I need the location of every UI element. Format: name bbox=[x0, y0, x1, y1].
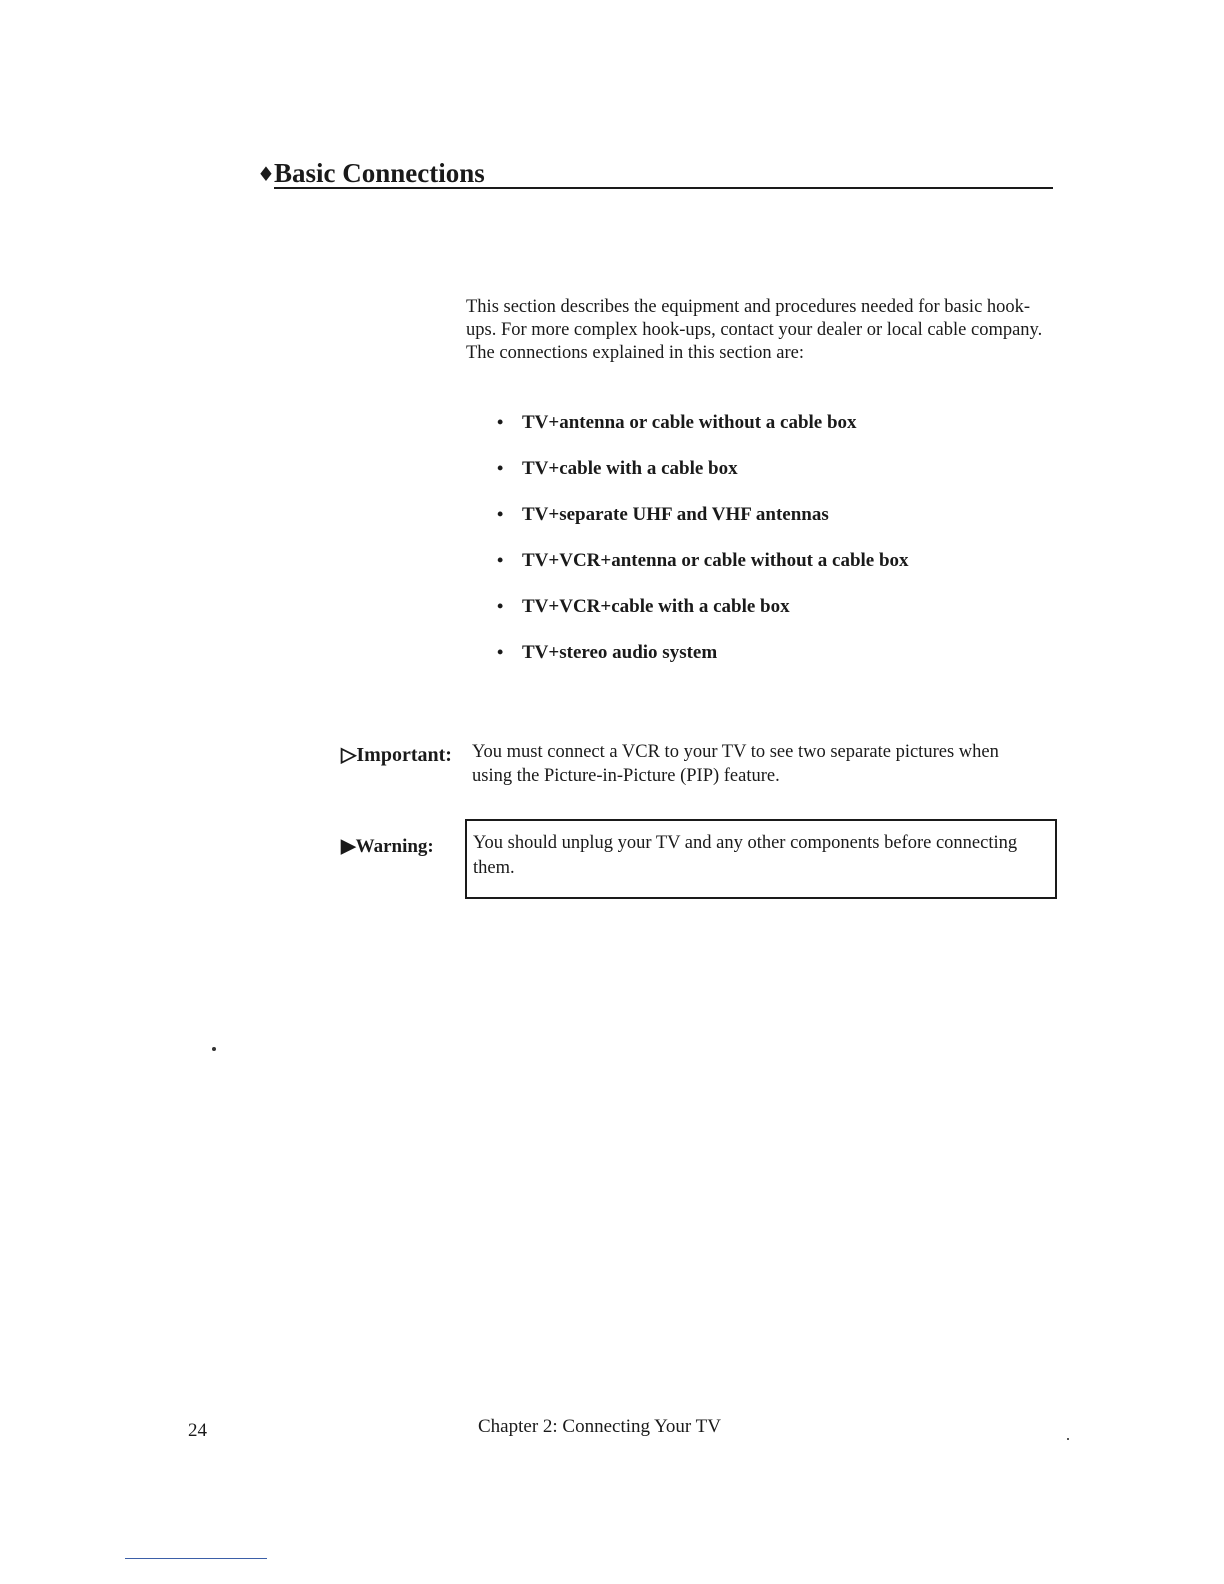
warning-text: You should unplug your TV and any other components before connecting them. bbox=[473, 833, 1018, 878]
list-item-text: TV+VCR+cable with a cable box bbox=[522, 596, 790, 617]
scan-speck bbox=[1067, 1438, 1069, 1440]
important-text: You must connect a VCR to your TV to see two separate pictures when using the Picture-in-Picture (PIP) feature. bbox=[472, 742, 999, 786]
bullet-icon: • bbox=[497, 504, 504, 524]
scan-speck bbox=[212, 1047, 216, 1051]
bullet-icon: • bbox=[497, 458, 504, 478]
list-item-text: TV+VCR+antenna or cable without a cable box bbox=[522, 550, 909, 571]
section-heading bbox=[257, 156, 1053, 190]
list-item bbox=[497, 454, 1017, 500]
connections-list bbox=[497, 408, 1017, 684]
list-item bbox=[497, 638, 1017, 684]
heading-underline bbox=[274, 187, 1053, 189]
bullet-icon: • bbox=[497, 412, 504, 432]
list-item-text: TV+cable with a cable box bbox=[522, 458, 738, 479]
list-item-text: TV+separate UHF and VHF antennas bbox=[522, 504, 829, 525]
list-item bbox=[497, 546, 1017, 592]
bottom-divider bbox=[125, 1558, 267, 1559]
page-title: Basic Connections bbox=[274, 158, 485, 188]
warning-box bbox=[465, 819, 1057, 899]
list-item bbox=[497, 592, 1017, 638]
list-item-text: TV+antenna or cable without a cable box bbox=[522, 412, 857, 433]
bullet-icon: • bbox=[497, 596, 504, 616]
warning-label: ▶Warning: bbox=[341, 836, 434, 857]
diamond-bullet-icon: ♦ bbox=[257, 162, 275, 186]
list-item-text: TV+stereo audio system bbox=[522, 642, 718, 663]
page-number: 24 bbox=[188, 1420, 207, 1441]
intro-paragraph: This section describes the equipment and procedures needed for basic hook-ups. For more complex hook-ups, contact your dealer or local cable company. The connections explained in this section are: bbox=[466, 297, 1043, 363]
bullet-icon: • bbox=[497, 550, 504, 570]
list-item bbox=[497, 500, 1017, 546]
bullet-icon: • bbox=[497, 642, 504, 662]
chapter-footer: Chapter 2: Connecting Your TV bbox=[478, 1416, 721, 1437]
list-item bbox=[497, 408, 1017, 454]
important-label: ▷Important: bbox=[341, 744, 452, 766]
